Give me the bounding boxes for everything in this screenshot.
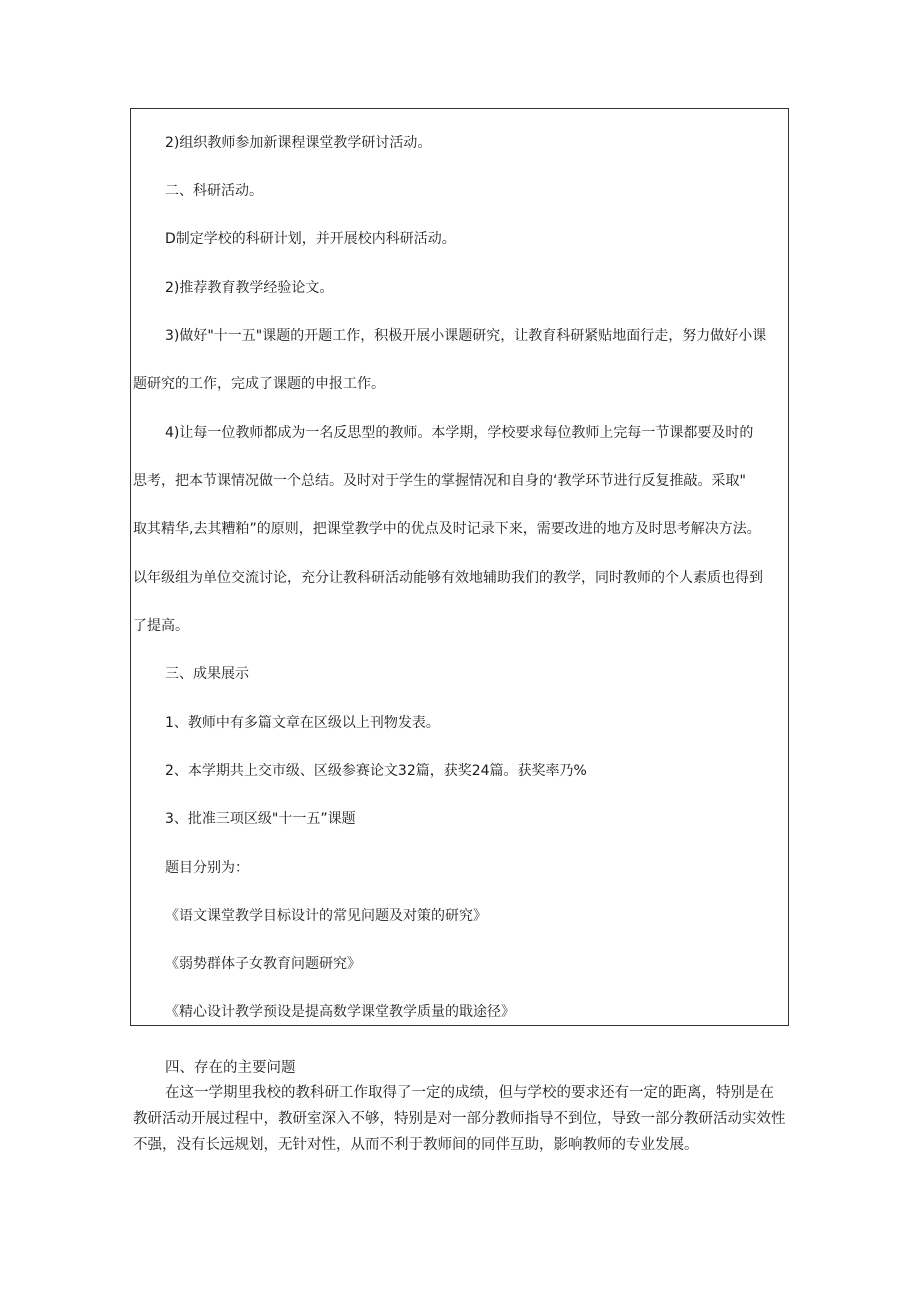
topic-title-3: 《精心设计教学预设是提高数学课堂教学质量的戢途径》: [165, 1004, 515, 1020]
topic-title-2: 《弱势群体子女教育问题研究》: [165, 956, 361, 972]
box-line-4: 2)推荐教育教学经验论文。: [165, 280, 334, 296]
achievement-item-1: 1、教师中有多篇文章在区级以上刊物发表。: [165, 715, 440, 731]
box-line-11: 了提高。: [133, 618, 189, 634]
section4-line-3: 不强，没有长远规划，无针对性，从而不利于教师间的同伴互助，影响教师的专业发展。: [133, 1137, 699, 1153]
box-line-9: 取其精华,去其糟粕”的原则，把课堂教学中的优点及时记录下来，需要改进的地方及时思考解决方法。: [133, 521, 761, 537]
box-line-1: 2)组织教师参加新课程课堂教学研讨活动。: [165, 135, 432, 151]
box-line-10: 以年级组为单位交流讨论，充分让教科研活动能够有效地辅助我们的教学，同时教师的个人素质也得到: [133, 570, 763, 586]
box-line-3: D制定学校的科研计划，并开展校内科研活动。: [165, 231, 456, 247]
box-line-5: 3)做好"十一五"课题的开题工作，积极开展小课题研究，让教育科研紧贴地面行走，努力做好小课: [165, 328, 767, 344]
box-line-8: 思考，把本节课情况做一个总结。及时对于学生的掌握情况和自身的‘教学环节进行反复推敲。采取": [133, 473, 746, 489]
section4-line-2: 教研活动开展过程中，教研室深入不够，特别是对一部分教师指导不到位，导致一部分教研活动实效性: [133, 1111, 786, 1127]
topic-title-1: 《语文课堂教学目标设计的常见问题及对策的研究》: [165, 908, 487, 924]
section4-line-1: 在这一学期里我校的教科研工作取得了一定的成绩，但与学校的要求还有一定的距离，特别是在: [165, 1085, 774, 1101]
section4-heading: 四、存在的主要问题: [165, 1060, 296, 1076]
box-line-6: 题研究的工作，完成了课题的申报工作。: [133, 376, 385, 392]
box-line-7: 4)让每一位教师都成为一名反思型的教师。本学期，学校要求每位教师上完每一节课都要及时的: [165, 425, 754, 441]
heading-achievements: 三、成果展示: [165, 666, 249, 682]
achievement-item-3: 3、批准三项区级"十一五”课题: [165, 811, 356, 827]
heading-research-activities: 二、科研活动。: [165, 183, 263, 199]
topics-intro: 题目分别为：: [165, 860, 249, 876]
achievement-item-2: 2、本学期共上交市级、区级参赛论文32篇，获奖24篇。获奖率乃%: [165, 763, 587, 779]
